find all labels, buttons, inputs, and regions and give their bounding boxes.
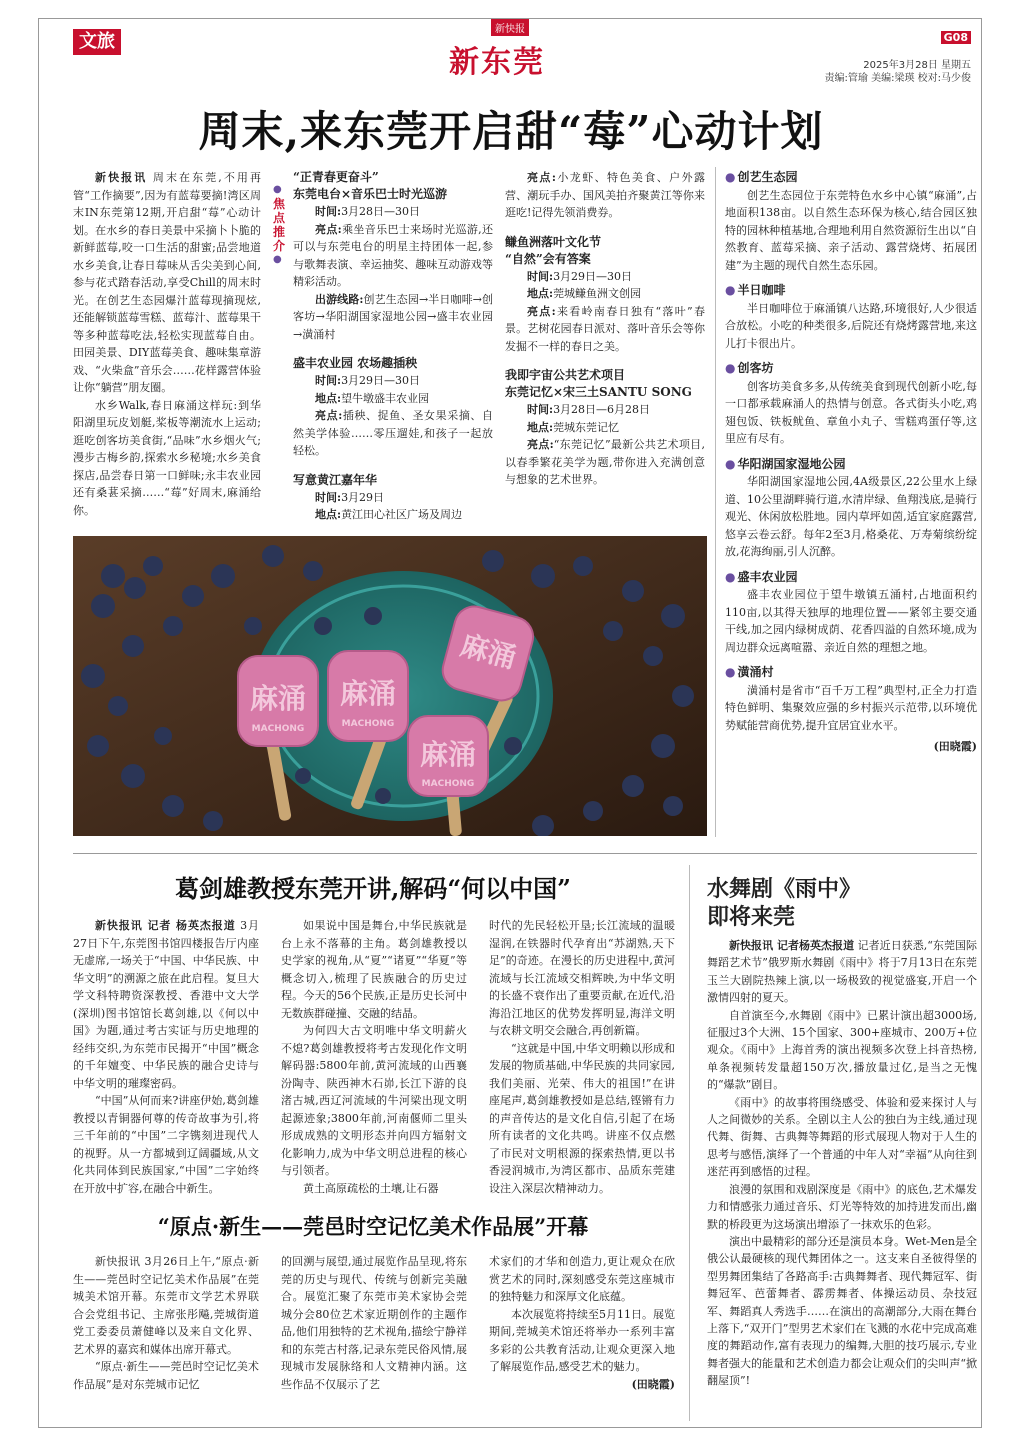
popsicle-subtext: MACHONG — [421, 779, 475, 789]
staff-credits: 责编:管瑜 美编:梁瑛 校对:马少俊 — [824, 73, 971, 84]
venues-column — [725, 169, 977, 756]
main-headline: 周末,来东莞开启甜“莓”心动计划 — [198, 107, 824, 156]
event-place: 地点:望牛墩盛丰农业园 — [315, 391, 430, 405]
venue-text: 华阳湖国家湿地公园,4A级景区,22公里水上绿道、10公里湖畔骑行道,水清岸绿、鱼翔浅底,是骑行观光、休闲放松胜地。园内草坪如茵,适宜家庭露营,悠享云卷云舒。每年2至3月,格桑花、万寿菊缤纷绽放,花海绚丽,引人沉醉。 — [725, 475, 977, 558]
main-article-body — [73, 169, 261, 519]
event-title: 鳒鱼洲落叶文化节 — [505, 234, 602, 249]
lecture-col-3: 时代的先民轻松开垦;长江流域的温暖湿润,在铁器时代孕育出“苏湖熟,天下足”的奇迹。在漫长的历史进程中,黄河流域与长江流域交相辉映,为中华文明的长盛不衰作出了重要贡献,在近代,沿海沿江地区的优势发挥明显,海洋文明与农耕文明交会融合,再创新篇。 “这就是中国,中华文明赖以形成和发展的物质基础,中华民族的共同家园,我们美丽、光荣、伟大的祖国!”在讲座尾声,葛剑雄教授如是总结,铿锵有力的声音传达的是文化自信,引起了在场所有读者的文化共鸣。讲座不仅点燃了市民对文明根源的探索热情,更以书香浸润城市,为湾区都市、品质东莞建设注入深层次精神动力。 — [489, 919, 675, 1195]
venue-item — [725, 169, 977, 274]
dance-headline: 水舞剧《雨中》 即将来莞 — [707, 876, 862, 930]
dot-icon: ● — [725, 569, 736, 584]
dance-body: 新快报讯 记者杨英杰报道 记者近日获悉,“东莞国际舞蹈艺术节”俄罗斯水舞剧《雨中》将于7月13日在东莞玉兰大剧院热辣上演,以一场极致的视觉盛宴,开启一个激情四射的夏天。 自首演至今,水舞剧《雨中》已累计演出超3000场,征服过3个大洲、15个国家、300+座城市、200万+位观众。《雨中》上海首秀的演出视频多次登上抖音热榜,单条视频转发量超150万次,播放量过亿,是当之无愧的“爆款”剧目。 《雨中》的故事将围绕感受、体验和爱来探讨人与人之间微妙的关系。全剧以主人公的独白为主线,通过现代舞、街舞、古典舞等舞蹈的形式展现人物对于人生的思考与感悟,演绎了一个普通的中年人对“幸福”从向往到迷茫再到感悟的过程。 浪漫的氛围和戏剧深度是《雨中》的底色,艺术爆发力和情感张力通过音乐、灯光等特效的加持进发而出,幽默的桥段更为这场演出增添了一抹欢乐的色彩。 演出中最精彩的部分还是演员本身。Wet-Men是全俄公认最硬核的现代舞团体之一。这支来自圣彼得堡的型男舞团集结了各路高手:古典舞舞者、现代舞冠军、街舞冠军、芭蕾舞者、霹雳舞者、体操运动员、杂技冠军、舞蹈真人秀选手……在演出的高潮部分,大雨在舞台上落下,“双开门”型男艺术家们在飞溅的水花中完成高难度的舞蹈动作,富有表现力的编舞,大胆的技巧展示,专业舞者强大的能量和艺术创造力都会让观众们的尖叫声“掀翻屋顶”! — [707, 939, 977, 1388]
lead-tag: 新快报讯 — [95, 171, 148, 184]
event-continued: 亮点:小龙虾、特色美食、户外露营、潮玩手办、国风美拍齐聚黄江等你来逛吃!记得先领消费券。 — [505, 171, 706, 219]
column-divider — [715, 167, 716, 837]
focus-label — [273, 183, 287, 267]
event-block — [293, 472, 493, 524]
newspaper-page — [38, 18, 982, 1428]
event-block — [293, 355, 493, 460]
venue-item — [725, 456, 977, 561]
lecture-col-1: 新快报讯 记者 杨英杰报道 3月27日下午,东莞图书馆四楼报告厅内座无虚席,一场关于“中国、中华民族、中华文明”的溯源之旅在此启程。复旦大学文科特聘资深教授、香港中文大学(深圳)图书馆馆长葛剑雄,以《何以中国》为题,通过考古实证与历史地理的经纬交织,为东莞市民揭开“中国”概念的千年嬗变、中华民族的融合史诗与中华文明的璀璨密码。 “中国”从何而来?讲座伊始,葛剑雄教授以青铜器何尊的传奇故事为引,将三千年前的“中国”二字镌刻进现代人的视野。从一方都城到辽阔疆域,从文化共同体到民族国家,“中国”二字始终在开放中扩容,在融合中新生。 — [73, 919, 259, 1195]
focus-label-text: 焦点推介 — [273, 197, 286, 253]
exhibition-col-1: 新快报讯 3月26日上午,“原点·新生——莞邑时空记忆美术作品展”在莞城美术馆开幕。东莞市文学艺术界联合会党组书记、主席张彤飚,莞城街道党工委委员萧健峰以及来自文化界、艺术界的嘉宾和媒体出席开幕式。 “原点·新生——莞邑时空记忆美术作品展”是对东莞城市记忆 — [73, 1255, 259, 1391]
popsicle-text: 麻涌 — [249, 682, 307, 715]
page-number: G08 — [941, 31, 971, 44]
exhibition-col-2: 的回溯与展望,通过展览作品呈现,将东莞的历史与现代、传统与创新完美融合。展览汇聚了东莞市美术家协会莞城分会80位艺术家近期创作的主题作品,他们用独特的艺术视角,描绘宁静祥和的东莞古村落,记录东莞民俗风情,展现城市发展脉络和人文精神内涵。这些作品不仅展示了艺 — [281, 1255, 467, 1391]
event-subtitle: 东莞记忆×宋三土SANTU SONG — [505, 385, 692, 399]
exhibition-col-3: 术家们的才华和创造力,更让观众在欣赏艺术的同时,深刻感受东莞这座城市的独特魅力和深厚文化底蕴。 本次展览将持续至5月11日。展览期间,莞城美术馆还将举办一系列丰富多彩的公共教育活动,让观众更深入地了解展览作品,感受艺术的魅力。 (田晓霞) — [489, 1253, 675, 1393]
venue-item — [725, 664, 977, 734]
venue-text: 盛丰农业园位于望牛墩镇五涌村,占地面积约110亩,以其得天独厚的地理位置——紧邻主要交通干线,加之园内绿树成荫、花香四溢的自然环境,成为周边群众远离喧嚣、亲近自然的理想之地。 — [725, 588, 977, 654]
event-block — [505, 367, 705, 489]
dateline — [825, 47, 971, 85]
venue-name: 潢涌村 — [737, 665, 774, 679]
event-place: 地点:莞城鳒鱼洲文创园 — [527, 287, 642, 300]
event-block — [505, 234, 705, 356]
lecture-byline: 新快报讯 记者 杨英杰报道 — [95, 919, 236, 932]
dot-icon: ● — [273, 184, 282, 195]
venue-text: 半日咖啡位于麻涌镇八达路,环境很好,人少很适合放松。小吃的种类很多,后院还有烧烤露营地,来这儿打卡很出片。 — [725, 301, 977, 350]
venue-text: 创艺生态园位于东莞特色水乡中心镇“麻涌”,占地面积138亩。以自然生态环保为核心,结合园区独特的园林种植基地,合理地利用自然资源衍生出以“自然教育、蓝莓采摘、亲子活动、露营烧烤、拓展团建”为主题的现代自然生态乐园。 — [725, 188, 977, 272]
dot-icon: ● — [273, 254, 282, 265]
venue-name: 创艺生态园 — [737, 170, 798, 184]
dance-byline: 新快报讯 记者杨英杰报道 — [729, 939, 855, 952]
date: 2025年3月28日 星期五 — [863, 60, 971, 71]
events-col-1 — [293, 169, 493, 536]
dot-icon: ● — [725, 283, 736, 297]
event-time: 时间:3月28日—30日 — [315, 205, 421, 218]
exhibition-headline: “原点·新生——莞邑时空记忆美术作品展”开幕 — [157, 1214, 589, 1239]
lecture-headline: 葛剑雄教授东莞开讲,解码“何以中国” — [175, 874, 571, 903]
venue-name: 半日咖啡 — [737, 283, 786, 297]
event-subtitle: “自然”会有答案 — [505, 251, 591, 266]
exhibition-credit: (田晓霞) — [631, 1377, 675, 1391]
popsicle-text: 麻涌 — [457, 628, 520, 675]
section-divider — [73, 853, 977, 854]
popsicle-subtext: MACHONG — [251, 724, 305, 734]
venue-name: 创客坊 — [737, 361, 774, 375]
event-time: 时间:3月29日—30日 — [315, 374, 421, 387]
event-title: “正青春更奋斗” — [293, 170, 379, 184]
event-title: 写意黄江嘉年华 — [293, 472, 378, 487]
event-title: 盛丰农业园 农场趣插秧 — [293, 356, 418, 370]
event-time: 时间:3月28日—6月28日 — [527, 403, 651, 416]
venue-text: 创客坊美食多多,从传统美食到现代创新小吃,每一口都承载麻涌人的热情与创意。各式街头小吃,鸡翅包饭、铁板鱿鱼、章鱼小丸子、雪糕鸡蛋仔等,这里应有尽有。 — [725, 379, 977, 445]
event-block — [293, 169, 493, 343]
event-place: 地点:黄江田心社区广场及周边 — [315, 508, 463, 521]
popsicle-text: 麻涌 — [419, 738, 477, 771]
event-time: 时间:3月29日—30日 — [527, 269, 633, 283]
event-title: 我即宇宙公共艺术项目 — [505, 368, 626, 382]
photo-illustration — [73, 536, 707, 836]
event-route: 出游线路:创艺生态园→半日咖啡→创客坊→华阳湖国家湿地公园→盛丰农业园→潢涌村 — [293, 292, 493, 341]
popsicle-subtext: MACHONG — [341, 719, 395, 729]
byline-credit: (田晓霞) — [933, 740, 977, 753]
venue-item — [725, 569, 977, 657]
column-divider — [689, 865, 690, 1421]
venue-item — [725, 282, 977, 352]
lecture-col-2: 如果说中国是舞台,中华民族就是台上永不落幕的主角。葛剑雄教授以史学家的视角,从“夏”“诸夏”“华夏”等概念切入,梳理了民族融合的历史过程。今天的56个民族,正是历史长河中无数族群碰撞、交融的结晶。 为何四大古文明唯中华文明薪火不熄?葛剑雄教授将考古发现化作文明解码器:5800年前,黄河流域的山西襄汾陶寺、陕西神木石峁,长江下游的良渚古城,西辽河流域的牛河梁出现文明起源迹象;3800年前,河南偃师二里头形成成熟的文明形态并向四方辐射文化影响力,成为中华文明总进程的核心与引领者。 黄土高原疏松的土壤,让石器 — [281, 919, 467, 1195]
dot-icon: ● — [725, 456, 736, 471]
venue-name: 盛丰农业园 — [737, 569, 798, 584]
events-col-2 — [505, 169, 705, 501]
event-highlight: 亮点:来看岭南春日独有“落叶”春景。艺树花园春日派对、落叶音乐会等你发掘不一样的春日之美。 — [505, 304, 705, 353]
brand-title: 新东莞 — [449, 45, 545, 80]
venue-text: 潢涌村是省市“百千万工程”典型村,正全力打造特色鲜明、集聚效应强的乡村振兴示范带,以环境优势赋能营商优势,提升宜居宜业水平。 — [725, 683, 977, 732]
section-tag: 文旅 — [73, 29, 121, 55]
dot-icon: ● — [725, 361, 736, 375]
popsicle-text: 麻涌 — [339, 677, 397, 710]
event-time: 时间:3月29日 — [315, 490, 385, 504]
main-article-p1: 新快报讯 周末在东莞,不用再管“工作摘要”,因为有蓝莓要摘!湾区周末IN东莞第12期,开启甜“莓”心动计划。在水乡的春日美景中采摘卜卜脆的新鲜蓝莓,咬一口生活的甜蜜;品尝地道水乡美食,让春日莓味从舌尖美到心间,参与花式踏春活动,享受Chill的周末时光。在创艺生态园爆汁蓝莓现摘现炫,还能解锁蓝莓雪糕、蓝莓汁、蓝莓果干等多种蓝莓吃法,轻松实现蓝莓自由。田园美景、DIY蓝莓美食、趣味集章游戏、“火柴盒”音乐会……花样露营体验让你“躺营”朋友圈。 — [73, 171, 262, 394]
event-highlight: 亮点:乘坐音乐巴士来场时光巡游,还可以与东莞电台的明星主持团体一起,参与歌舞表演、幸运抽奖、趣味互动游戏等精彩活动。 — [293, 222, 494, 288]
dot-icon: ● — [725, 170, 736, 184]
main-article-p2: 水乡Walk,春日麻涌这样玩:到华阳湖里玩皮划艇,桨板等潮流水上运动;逛吃创客坊美食街,“品味”水乡烟火气;漫步古梅乡韵,探索水乡秘境;水乡美食探店,品尝春日第一口鲜味;永丰农业园还有桑葚采摘……“莓”好周末,麻涌给你。 — [73, 398, 261, 517]
blueberry-popsicle-photo — [73, 536, 707, 836]
event-highlight: 亮点:插秧、捉鱼、圣女果采摘、自然美学体验……零压遛娃,和孩子一起放轻松。 — [293, 409, 494, 457]
venue-name: 华阳湖国家湿地公园 — [737, 456, 846, 471]
brand-small-label: 新快报 — [491, 19, 529, 36]
event-subtitle: 东莞电台×音乐巴士时光巡游 — [293, 187, 448, 201]
venue-item — [725, 360, 977, 448]
event-place: 地点:莞城东莞记忆 — [527, 420, 620, 434]
event-highlight: 亮点:“东莞记忆”最新公共艺术项目,以春季繁花美学为题,带你进入充满创意与想象的艺术世界。 — [505, 438, 706, 486]
dot-icon: ● — [725, 665, 736, 679]
